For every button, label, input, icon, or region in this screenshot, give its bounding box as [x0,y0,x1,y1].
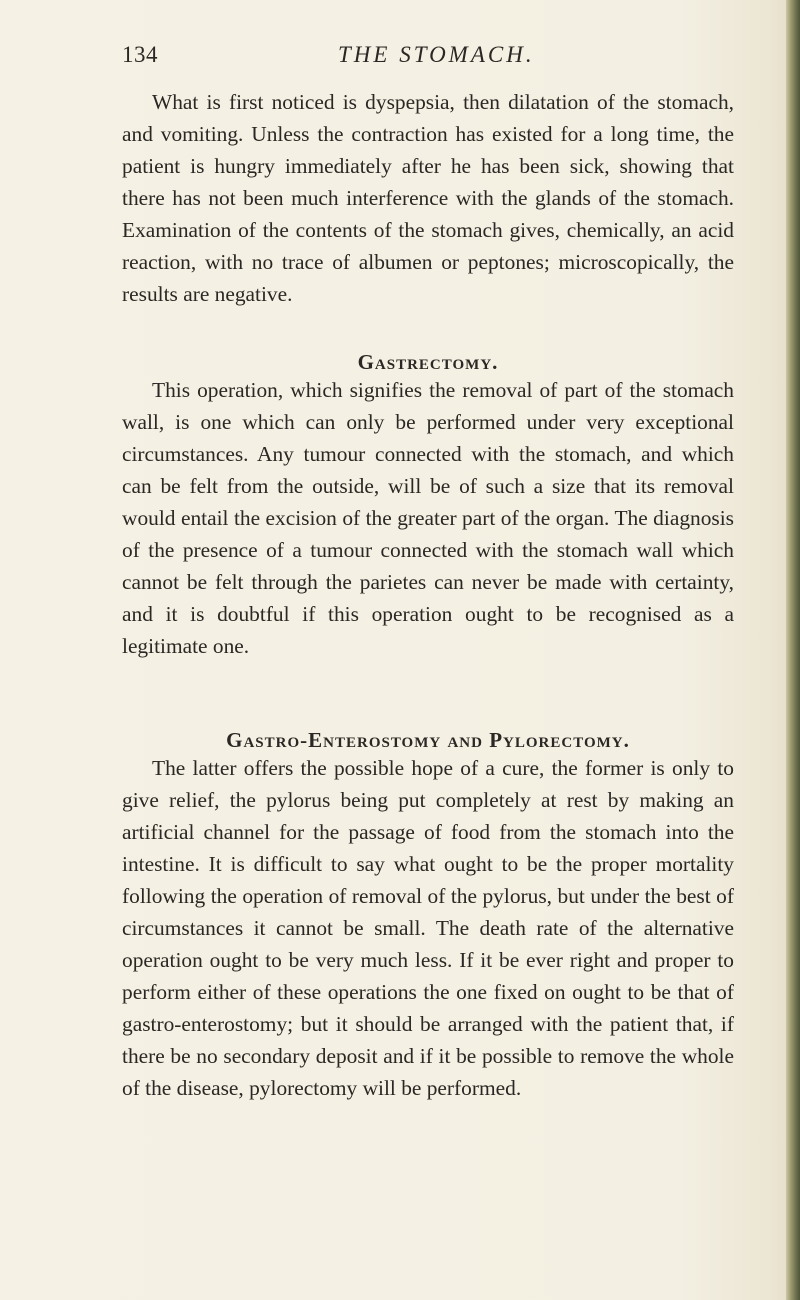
page-edge-binding [786,0,800,1300]
paragraph-gastro-enterostomy: The latter offers the possible hope of a cure, the former is only to give relief, the pylorus being put completely at rest by making an artificial channel for the passage of food from the stomach into the intestine. It is difficult to say what ought to be the proper mortality following the operation of removal of the pylorus, but under the best of circumstances it cannot be small. The death rate of the alternative operation ought to be very much less. If it be ever right and proper to perform either of these operations the one fixed on ought to be that of gastro-enterostomy; but it should be arranged with the patient that, if there be no secondary deposit and if it be possible to remove the whole of the disease, pylorectomy will be performed. [122,756,734,1100]
section-heading-gastrectomy: Gastrectomy. [357,350,499,374]
paragraph-symptoms: What is first noticed is dyspepsia, then dilatation of the stomach, and vomiting. Unless the contraction has existed for a long time, the patient is hungry immediately after he has been sick, showing that there has not been much interference with the glands of the stomach. Examination of the contents of the stomach gives, chemically, an acid reaction, with no trace of albumen or peptones; microscopically, the results are negative. [122,90,734,306]
running-title: THE STOMACH. [338,42,535,67]
page-header [0,42,800,76]
page-number: 134 [122,42,158,67]
paragraph-gastrectomy: This operation, which signifies the removal of part of the stomach wall, is one which can only be performed under very exceptional circumstances. Any tumour connected with the stomach, and which can be felt from the outside, will be of such a size that its removal would entail the excision of the greater part of the organ. The diagnosis of the presence of a tumour connected with the stomach wall which cannot be felt through the parietes can never be made with certainty, and it is doubtful if this operation ought to be recognised as a legitimate one. [122,378,734,658]
section-heading-gastro-enterostomy: Gastro-Enterostomy and Pylorectomy. [226,728,630,752]
